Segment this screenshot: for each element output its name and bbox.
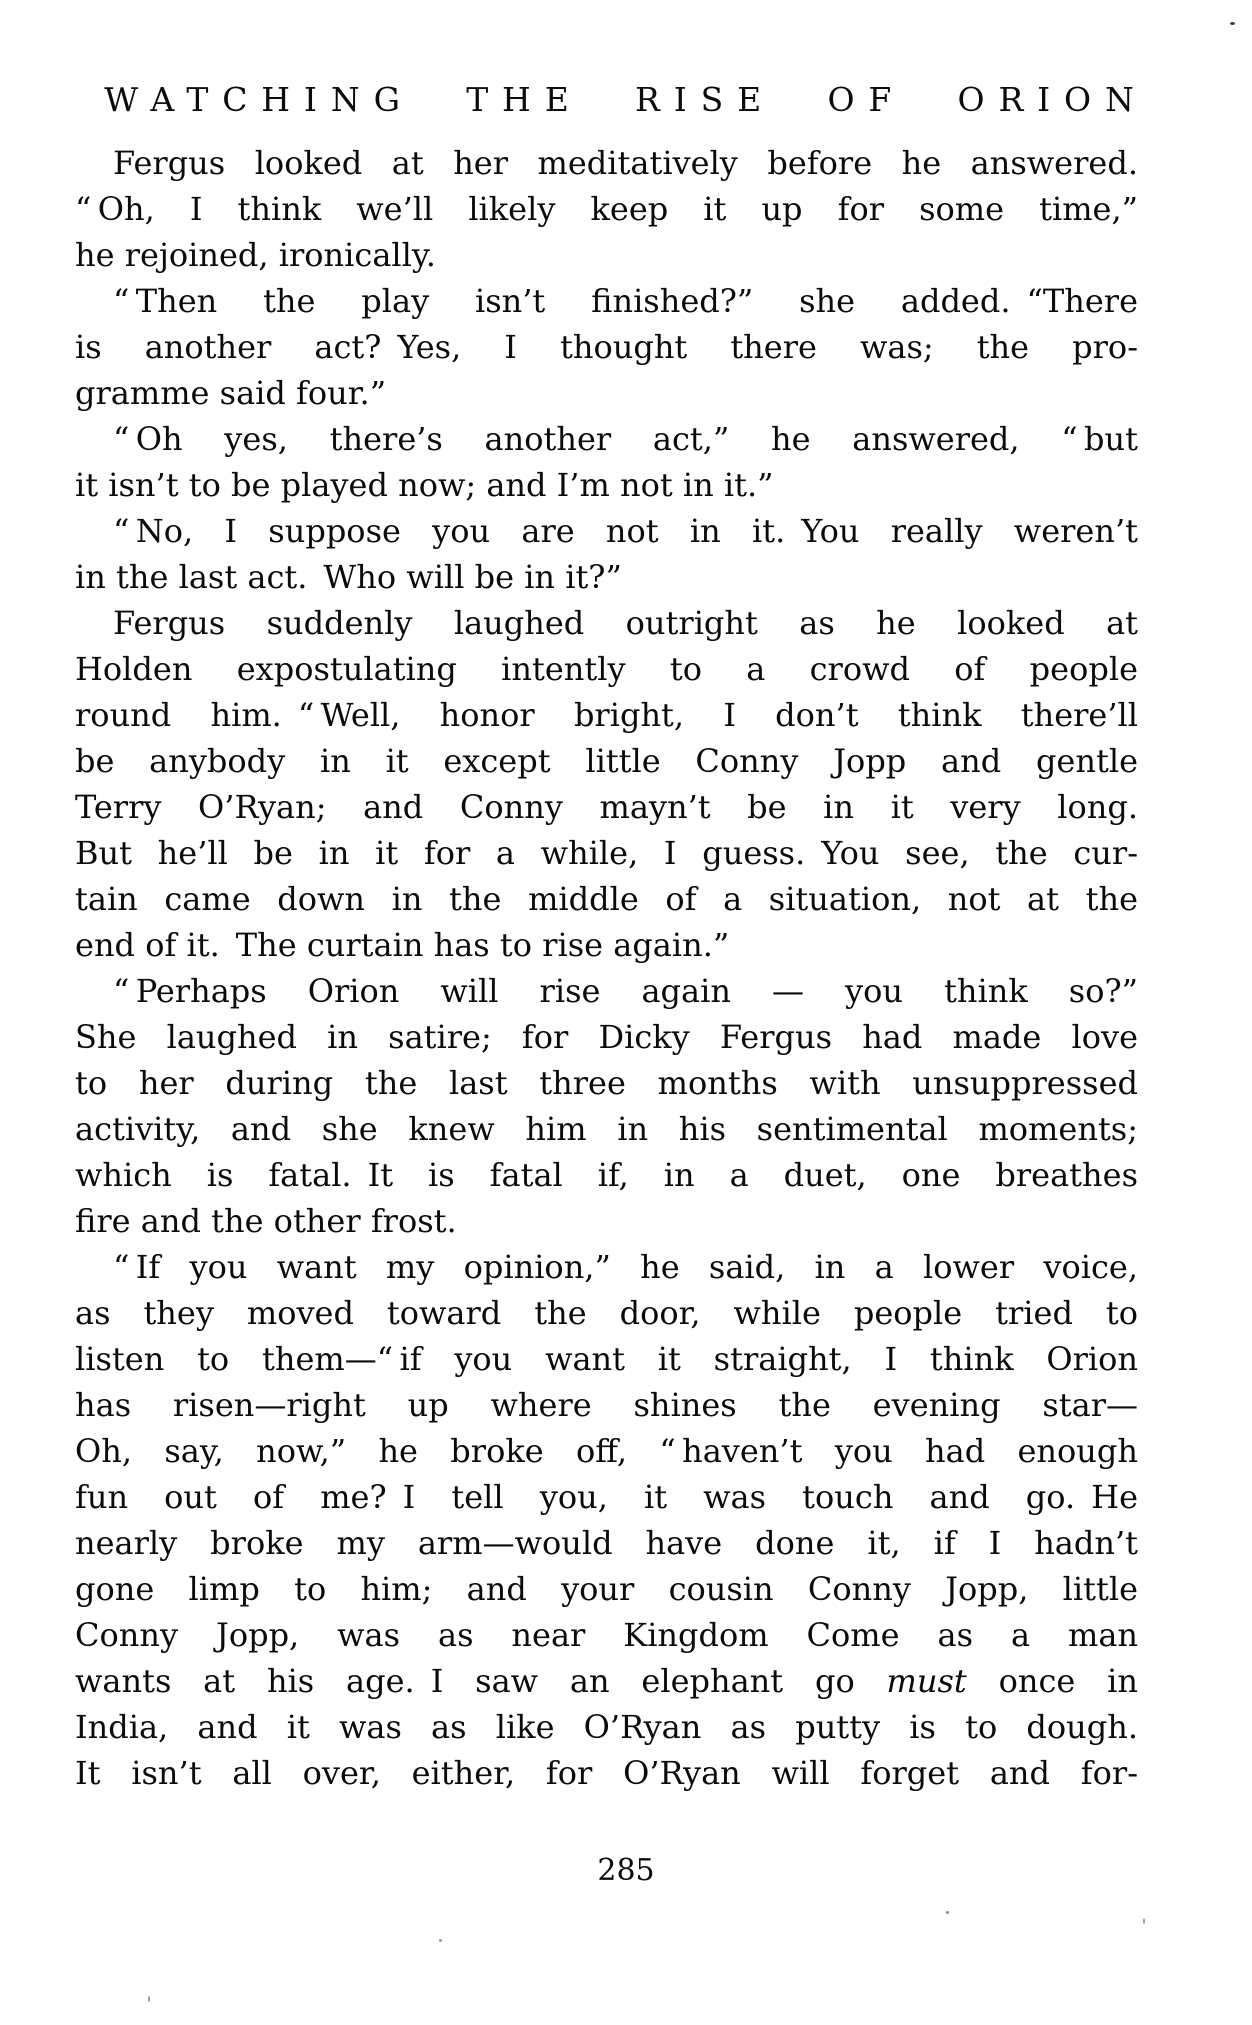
text-line: is another act? Yes, I thought there was; the pro- <box>75 328 1138 366</box>
text-line: round him. “ Well, honor bright, I don’t think there’ll <box>75 696 1138 734</box>
text-line: fire and the other frost. <box>75 1202 457 1240</box>
text-line: he rejoined, ironically. <box>75 236 436 274</box>
text-line: It isn’t all over, either, for O’Ryan will forget and for- <box>75 1754 1138 1792</box>
text-block <box>75 140 1138 1796</box>
text-line: Holden expostulating intently to a crowd of people <box>75 650 1138 688</box>
text-line: “ No, I suppose you are not in it. You really weren’t <box>113 512 1138 550</box>
text-line: nearly broke my arm—would have done it, if I hadn’t <box>75 1524 1138 1562</box>
text-line: be anybody in it except little Conny Jopp and gentle <box>75 742 1138 780</box>
text-line: She laughed in satire; for Dicky Fergus had made love <box>75 1018 1138 1056</box>
text-line: as they moved toward the door, while people tried to <box>75 1294 1138 1332</box>
text-line: “ Then the play isn’t finished?” she added. “There <box>113 282 1138 320</box>
text-line: “ Oh yes, there’s another act,” he answered, “ but <box>113 420 1138 458</box>
text-line: end of it. The curtain has to rise again.” <box>75 926 730 964</box>
text-line: Terry O’Ryan; and Conny mayn’t be in it very long. <box>75 788 1138 826</box>
scan-speck <box>439 1939 442 1942</box>
text-line: gramme said four.” <box>75 374 387 412</box>
text-line: it isn’t to be played now; and I’m not in it.” <box>75 466 774 504</box>
text-line: which is fatal. It is fatal if, in a duet, one breathes <box>75 1156 1138 1194</box>
text-line: Fergus suddenly laughed outright as he looked at <box>113 604 1138 642</box>
text-line: in the last act. Who will be in it?” <box>75 558 622 596</box>
text-line: Oh, say, now,” he broke off, “ haven’t you had enough <box>75 1432 1138 1470</box>
text-line: activity, and she knew him in his sentimental moments; <box>75 1110 1138 1148</box>
text-line: fun out of me? I tell you, it was touch and go. He <box>75 1478 1138 1516</box>
text-line: “ Perhaps Orion will rise again — you think so?” <box>113 972 1138 1010</box>
text-run: wants at his age. I saw an elephant go <box>75 1662 887 1700</box>
chapter-title: WATCHING THE RISE OF ORION <box>104 80 1148 119</box>
scan-speck <box>148 1996 150 2002</box>
text-line: Fergus looked at her meditatively before he answered. <box>113 144 1138 182</box>
page-number: 285 <box>597 1853 655 1888</box>
text-line: India, and it was as like O’Ryan as putty is to dough. <box>75 1708 1138 1746</box>
text-line: gone limp to him; and your cousin Conny Jopp, little <box>75 1570 1138 1608</box>
text-line: to her during the last three months with unsuppressed <box>75 1064 1138 1102</box>
text-line: Conny Jopp, was as near Kingdom Come as a man <box>75 1616 1138 1654</box>
text-line: “ If you want my opinion,” he said, in a lower voice, <box>113 1248 1138 1286</box>
scan-speck <box>946 1911 949 1914</box>
text-line <box>75 1658 1138 1704</box>
scan-speck <box>1143 1918 1145 1924</box>
text-line: But he’ll be in it for a while, I guess. You see, the cur- <box>75 834 1138 872</box>
italic-word: must <box>886 1662 967 1700</box>
scan-speck <box>1230 22 1235 25</box>
text-line: “ Oh, I think we’ll likely keep it up for some time,” <box>75 190 1138 228</box>
text-line: has risen—right up where shines the evening star— <box>75 1386 1138 1424</box>
text-line: tain came down in the middle of a situation, not at the <box>75 880 1138 918</box>
text-run: once in <box>966 1662 1138 1700</box>
text-line: listen to them—“ if you want it straight, I think Orion <box>75 1340 1138 1378</box>
